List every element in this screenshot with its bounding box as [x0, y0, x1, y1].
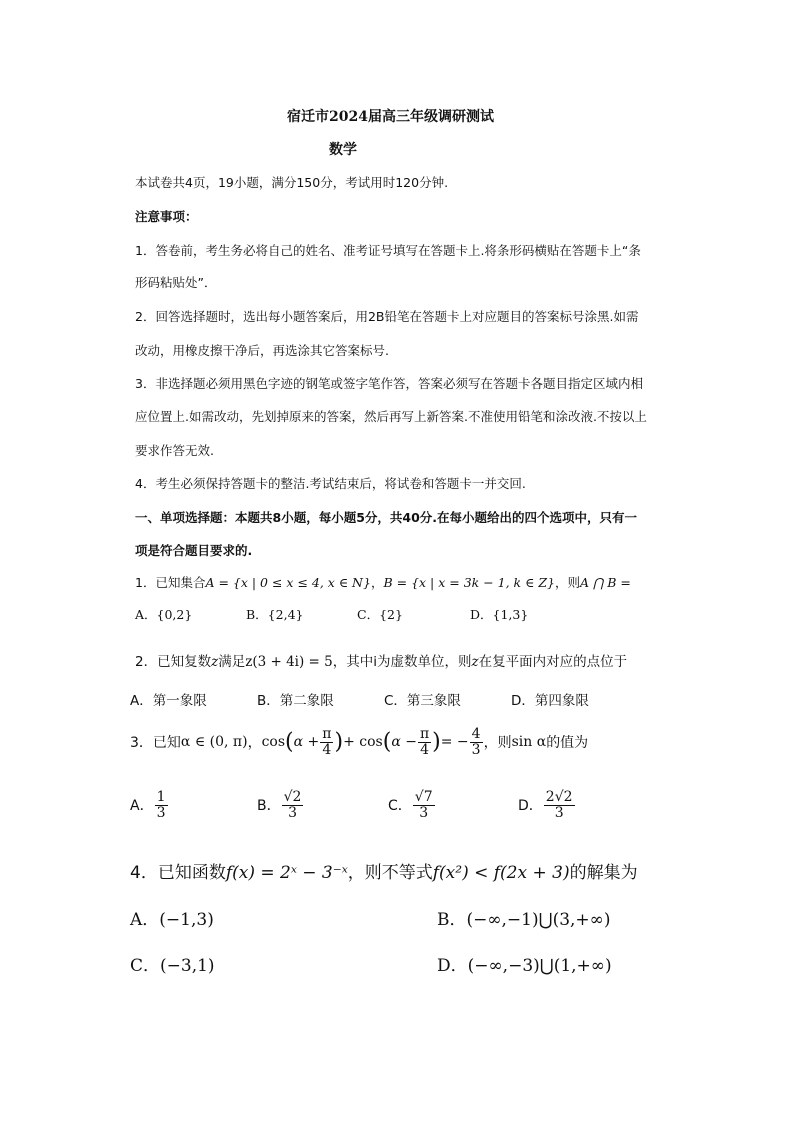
q3-option-c-fraction: [413, 790, 435, 820]
q4-stem-b: ，则不等式: [347, 863, 433, 883]
q4-option-c: C．(−3,1): [130, 956, 215, 976]
q3-equals-minus: = −: [440, 734, 469, 751]
q3-pi-a: π: [322, 726, 332, 742]
q3-paren-close-1: ): [334, 729, 344, 755]
q4-option-a: A．(−1,3): [130, 910, 214, 930]
q3-option-b: [257, 790, 304, 820]
note-2-line-1: 2．回答选择题时，选出每小题答案后，用2B铅笔在答题卡上对应题目的答案标号涂黑.如需: [135, 309, 639, 324]
notes-heading: 注意事项：: [135, 209, 198, 224]
q3-option-a-label: A．: [130, 798, 154, 815]
q3-paren-open-1: (: [285, 729, 294, 755]
q3-paren-close-2: ): [432, 729, 441, 755]
q2-z-1: z: [211, 654, 219, 670]
q3-four-c: 4: [471, 726, 481, 742]
question-2-stem: [135, 650, 627, 670]
q1-stem-b: ，则: [554, 575, 580, 590]
q3-option-c-num: √7: [414, 789, 433, 805]
q2-option-b: B．第二象限: [257, 693, 334, 709]
q3-option-a-num: 1: [156, 789, 166, 805]
q1-option-a: A．{0,2}: [135, 607, 193, 622]
q3-option-d-fraction: [544, 790, 575, 820]
exam-title: 宿迁市2024届高三年级调研测试: [287, 109, 494, 125]
q4-function: f(x) = 2ˣ − 3⁻ˣ: [225, 863, 348, 883]
q3-pi-over-4-a: [320, 727, 333, 757]
q2-option-d: D．第四象限: [511, 693, 589, 709]
note-3-line-3: 要求作答无效.: [135, 443, 214, 458]
q3-four-b: 4: [420, 741, 430, 758]
note-3-line-2: 应位置上.如需改动，先划掉原来的答案，然后再写上新答案.不准使用铅笔和涂改液.不按以上: [135, 409, 647, 424]
q3-three: 3: [471, 741, 481, 758]
q3-cos-1: cos: [261, 734, 286, 751]
q3-four-a: 4: [322, 741, 332, 758]
q2-stem-a: 2．已知复数: [135, 654, 212, 670]
q3-pi-over-4-b: [418, 727, 431, 757]
q3-option-d: [518, 790, 576, 820]
q1-stem-a: 1．已知集合: [135, 575, 206, 590]
note-4-line-1: 4．考生必须保持答题卡的整洁.考试结束后，将试卷和答题卡一并交回.: [135, 476, 526, 491]
question-4-stem: [130, 858, 638, 883]
q3-option-c: [388, 790, 436, 820]
q4-stem-a: 4．已知函数: [130, 863, 226, 883]
q4-stem-c: 的解集为: [569, 863, 638, 883]
q3-pi-b: π: [419, 726, 430, 742]
q3-option-a-fraction: [155, 790, 168, 820]
q1-expression: A ⋂ B =: [579, 575, 631, 590]
q3-alpha-plus: α +: [293, 734, 320, 751]
question-3-stem: [130, 727, 588, 757]
q1-sep: ，: [370, 575, 384, 590]
subject-title: 数学: [329, 142, 357, 158]
q2-z-2: z: [471, 654, 479, 670]
q3-stem-b: ，则: [483, 735, 512, 752]
q3-option-c-den: 3: [419, 804, 429, 821]
q2-stem-c: ，其中i为虚数单位，则: [332, 654, 472, 670]
q3-sep: ，: [247, 735, 262, 752]
exam-intro: 本试卷共4页，19小题，满分150分，考试用时120分钟.: [135, 175, 449, 190]
q4-option-d: D．(−∞,−3)⋃(1,+∞): [437, 956, 612, 976]
q3-paren-open-2: (: [382, 729, 392, 755]
q3-option-a-den: 3: [156, 804, 166, 821]
q3-alpha-minus: α −: [391, 734, 417, 751]
q2-equation: z(3 + 4i) = 5: [245, 654, 333, 670]
section-1-heading-line-2: 项是符合题目要求的.: [135, 543, 253, 558]
q3-option-d-den: 3: [554, 804, 564, 821]
q3-option-d-label: D．: [518, 798, 543, 815]
note-1-line-2: 形码粘贴处”．: [135, 275, 217, 290]
q3-four-thirds: [470, 727, 483, 757]
q3-stem-c: 的值为: [546, 735, 589, 752]
q3-plus-cos: + cos: [343, 734, 383, 751]
q1-set-a: A = {x | 0 ≤ x ≤ 4, x ∈ N}: [205, 575, 371, 590]
q4-inequality: f(x²) < f(2x + 3): [432, 863, 570, 883]
note-1-line-1: 1．答卷前，考生务必将自己的姓名、准考证号填写在答题卡上.将条形码横贴在答题卡上“条: [135, 243, 641, 258]
q3-option-c-label: C．: [388, 798, 412, 815]
q3-option-b-label: B．: [257, 798, 281, 815]
q4-option-b: B．(−∞,−1)⋃(3,+∞): [437, 910, 611, 930]
note-2-line-2: 改动，用橡皮擦干净后，再选涂其它答案标号.: [135, 343, 389, 358]
q3-stem-a: 3．已知: [130, 735, 181, 752]
q3-option-d-num: 2√2: [545, 789, 573, 805]
q2-option-c: C．第三象限: [384, 693, 461, 709]
question-1-stem: [135, 573, 631, 591]
q3-condition: α ∈ (0, π): [180, 734, 248, 751]
section-1-heading-line-1: 一、单项选择题：本题共8小题，每小题5分，共40分.在每小题给出的四个选项中，只有一: [135, 510, 638, 525]
q1-set-b: B = {x | x = 3k − 1, k ∈ Z}: [383, 575, 555, 590]
q3-option-b-fraction: [282, 790, 304, 820]
note-3-line-1: 3．非选择题必须用黑色字迹的钢笔或签字笔作答，答案必须写在答题卡各题目指定区域内相: [135, 376, 643, 391]
q2-option-a: A．第一象限: [130, 693, 207, 709]
q3-option-b-num: √2: [283, 789, 302, 805]
q1-option-d: D．{1,3}: [470, 607, 529, 622]
q2-stem-b: 满足: [218, 654, 246, 670]
q3-sin-alpha: sin α: [511, 734, 547, 751]
q1-option-c: C．{2}: [357, 607, 403, 622]
q3-option-b-den: 3: [288, 804, 297, 821]
q1-option-b: B．{2,4}: [246, 607, 304, 622]
q3-option-a: [130, 790, 169, 820]
q2-stem-d: 在复平面内对应的点位于: [478, 654, 628, 670]
